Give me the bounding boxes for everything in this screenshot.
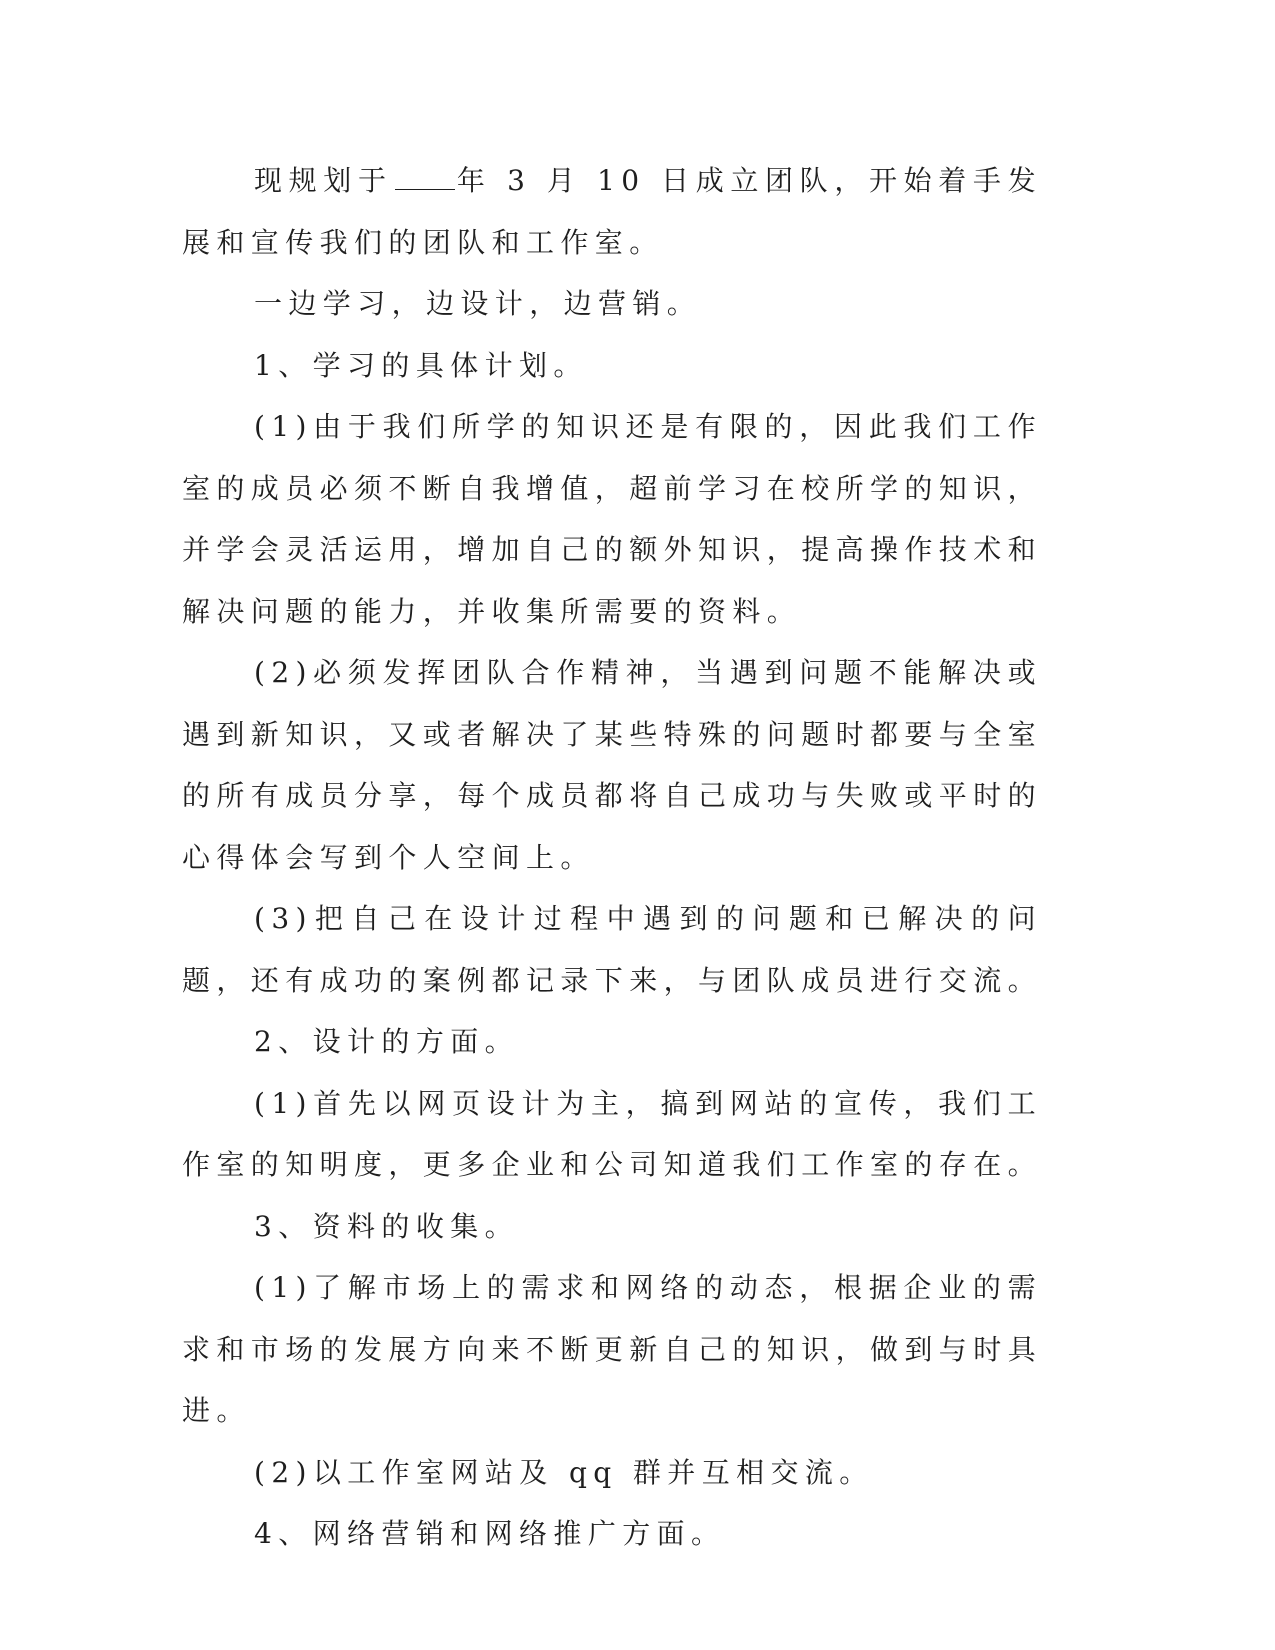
section-heading-design: 2、设计的方面。 [254, 1025, 520, 1058]
paragraph-text: 现规划于 [254, 164, 393, 197]
year-blank-line [395, 163, 455, 190]
paragraph: (1)由于我们所学的知识还是有限的，因此我们工作室的成员必须不断自我增值，超前学习在校所学的知识，并学会灵活运用，增加自己的额外知识，提高操作技术和解决问题的能力，并收集所需要的资料。 [182, 410, 1043, 628]
paragraph: (3)把自己在设计过程中遇到的问题和已解决的问题，还有成功的案例都记录下来，与团队成员进行交流。 [182, 902, 1043, 997]
paragraph: (1)了解市场上的需求和网络的动态，根据企业的需求和市场的发展方向来不断更新自己的知识，做到与时具进。 [182, 1271, 1043, 1427]
paragraph-text: 年 3 月 10 日成立团队，开始着手发展和宣传我们的团队和工作室。 [182, 164, 1042, 259]
section-heading-learning-plan: 1、学习的具体计划。 [254, 348, 588, 382]
document-body [182, 150, 1042, 1565]
paragraph: (2)必须发挥团队合作精神，当遇到问题不能解决或遇到新知识，又或者解决了某些特殊的问题时都要与全室的所有成员分享，每个成员都将自己成功与失败或平时的心得体会写到个人空间上。 [182, 656, 1043, 874]
section-heading-materials: 3、资料的收集。 [254, 1209, 520, 1243]
paragraph: (2)以工作室网站及 qq 群并互相交流。 [254, 1455, 874, 1489]
paragraph-team-founding [182, 150, 1042, 273]
paragraph: 一边学习，边设计，边营销。 [254, 287, 702, 320]
paragraph: (1)首先以网页设计为主，搞到网站的宣传，我们工作室的知明度，更多企业和公司知道我们工作室的存在。 [182, 1086, 1043, 1181]
section-heading-marketing: 4、网络营销和网络推广方面。 [254, 1517, 726, 1550]
